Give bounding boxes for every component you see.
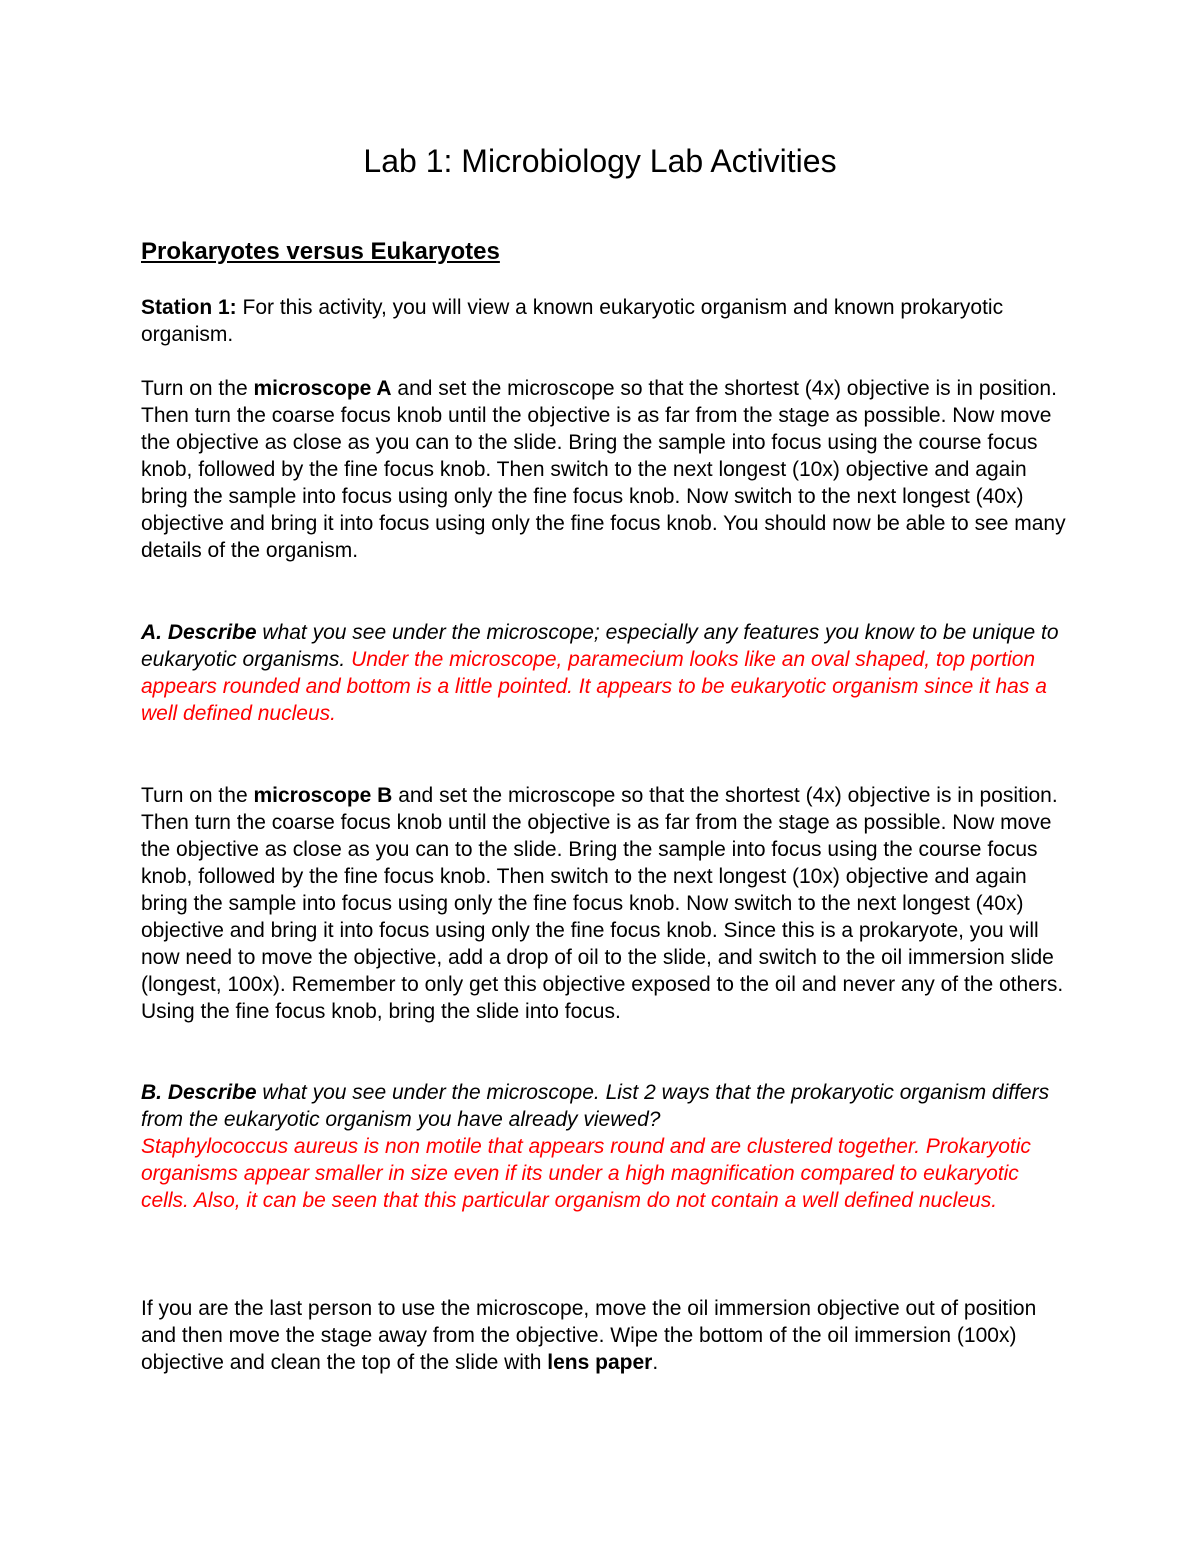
final-text: If you are the last person to use the microscope, move the oil immersion objective out of position and then move the stage away from the objective. Wipe the bottom of the oil immersion (100x) objective and clean the top of the slide with bbox=[141, 1297, 1037, 1374]
microscope-a-pre: Turn on the bbox=[141, 377, 254, 400]
question-b-label: B. Describe bbox=[141, 1081, 257, 1104]
station-text: For this activity, you will view a known eukaryotic organism and known prokaryotic organism. bbox=[141, 296, 1004, 346]
question-b-paragraph bbox=[141, 1079, 1071, 1214]
question-b-answer: Staphylococcus aureus is non motile that appears round and are clustered together. Prokaryotic organisms appear smaller in size even if its under a high magnification compared to eukaryotic cells. Also, it can be seen that this particular organism do not contain a well defined nucleus. bbox=[141, 1135, 1031, 1212]
section-heading: Prokaryotes versus Eukaryotes bbox=[141, 238, 500, 265]
microscope-b-text: and set the microscope so that the shortest (4x) objective is in position. Then turn the coarse focus knob until the objective is as far from the stage as possible. Now move the objective as close as you can to the slide. Bring the sample into focus using the course focus knob, followed by the fine focus knob. Then switch to the next longest (10x) objective and again bring the sample into focus using only the fine focus knob. Now switch to the next longest (40x) objective and bring it into focus using only the fine focus knob. Since this is a prokaryote, you will now need to move the objective, add a drop of oil to the slide, and switch to the oil immersion slide (longest, 100x). Remember to only get this objective exposed to the oil and never any of the others. Using the fine focus knob, bring the slide into focus. bbox=[141, 784, 1064, 1023]
station-label: Station 1: bbox=[141, 296, 237, 319]
question-a-label: A. Describe bbox=[141, 621, 257, 644]
microscope-a-paragraph bbox=[141, 375, 1071, 564]
microscope-b-pre: Turn on the bbox=[141, 784, 254, 807]
final-paragraph bbox=[141, 1295, 1071, 1376]
page-title: Lab 1: Microbiology Lab Activities bbox=[363, 143, 837, 179]
question-b-prompt: what you see under the microscope. List 2 ways that the prokaryotic organism differs from the eukaryotic organism you have already viewed? bbox=[141, 1081, 1050, 1131]
question-a-prompt: what you see under the microscope; especially any features you know to be unique to eukaryotic organisms. bbox=[141, 621, 1059, 671]
question-a-paragraph bbox=[141, 619, 1071, 727]
final-end: . bbox=[652, 1351, 659, 1374]
microscope-a-text: and set the microscope so that the shortest (4x) objective is in position. Then turn the coarse focus knob until the objective is as far from the stage as possible. Now move the objective as close as you can to the slide. Bring the sample into focus using the course focus knob, followed by the fine focus knob. Then switch to the next longest (10x) objective and again bring the sample into focus using only the fine focus knob. Now switch to the next longest (40x) objective and bring it into focus using only the fine focus knob. You should now be able to see many details of the organism. bbox=[141, 377, 1066, 562]
microscope-b-paragraph bbox=[141, 782, 1071, 1025]
station-paragraph bbox=[141, 294, 1071, 348]
lens-paper-label: lens paper bbox=[547, 1351, 653, 1374]
question-a-answer: Under the microscope, paramecium looks like an oval shaped, top portion appears rounded and bottom is a little pointed. It appears to be eukaryotic organism since it has a well defined nucleus. bbox=[141, 648, 1047, 725]
microscope-a-label: microscope A bbox=[253, 377, 392, 400]
microscope-b-label: microscope B bbox=[253, 784, 393, 807]
